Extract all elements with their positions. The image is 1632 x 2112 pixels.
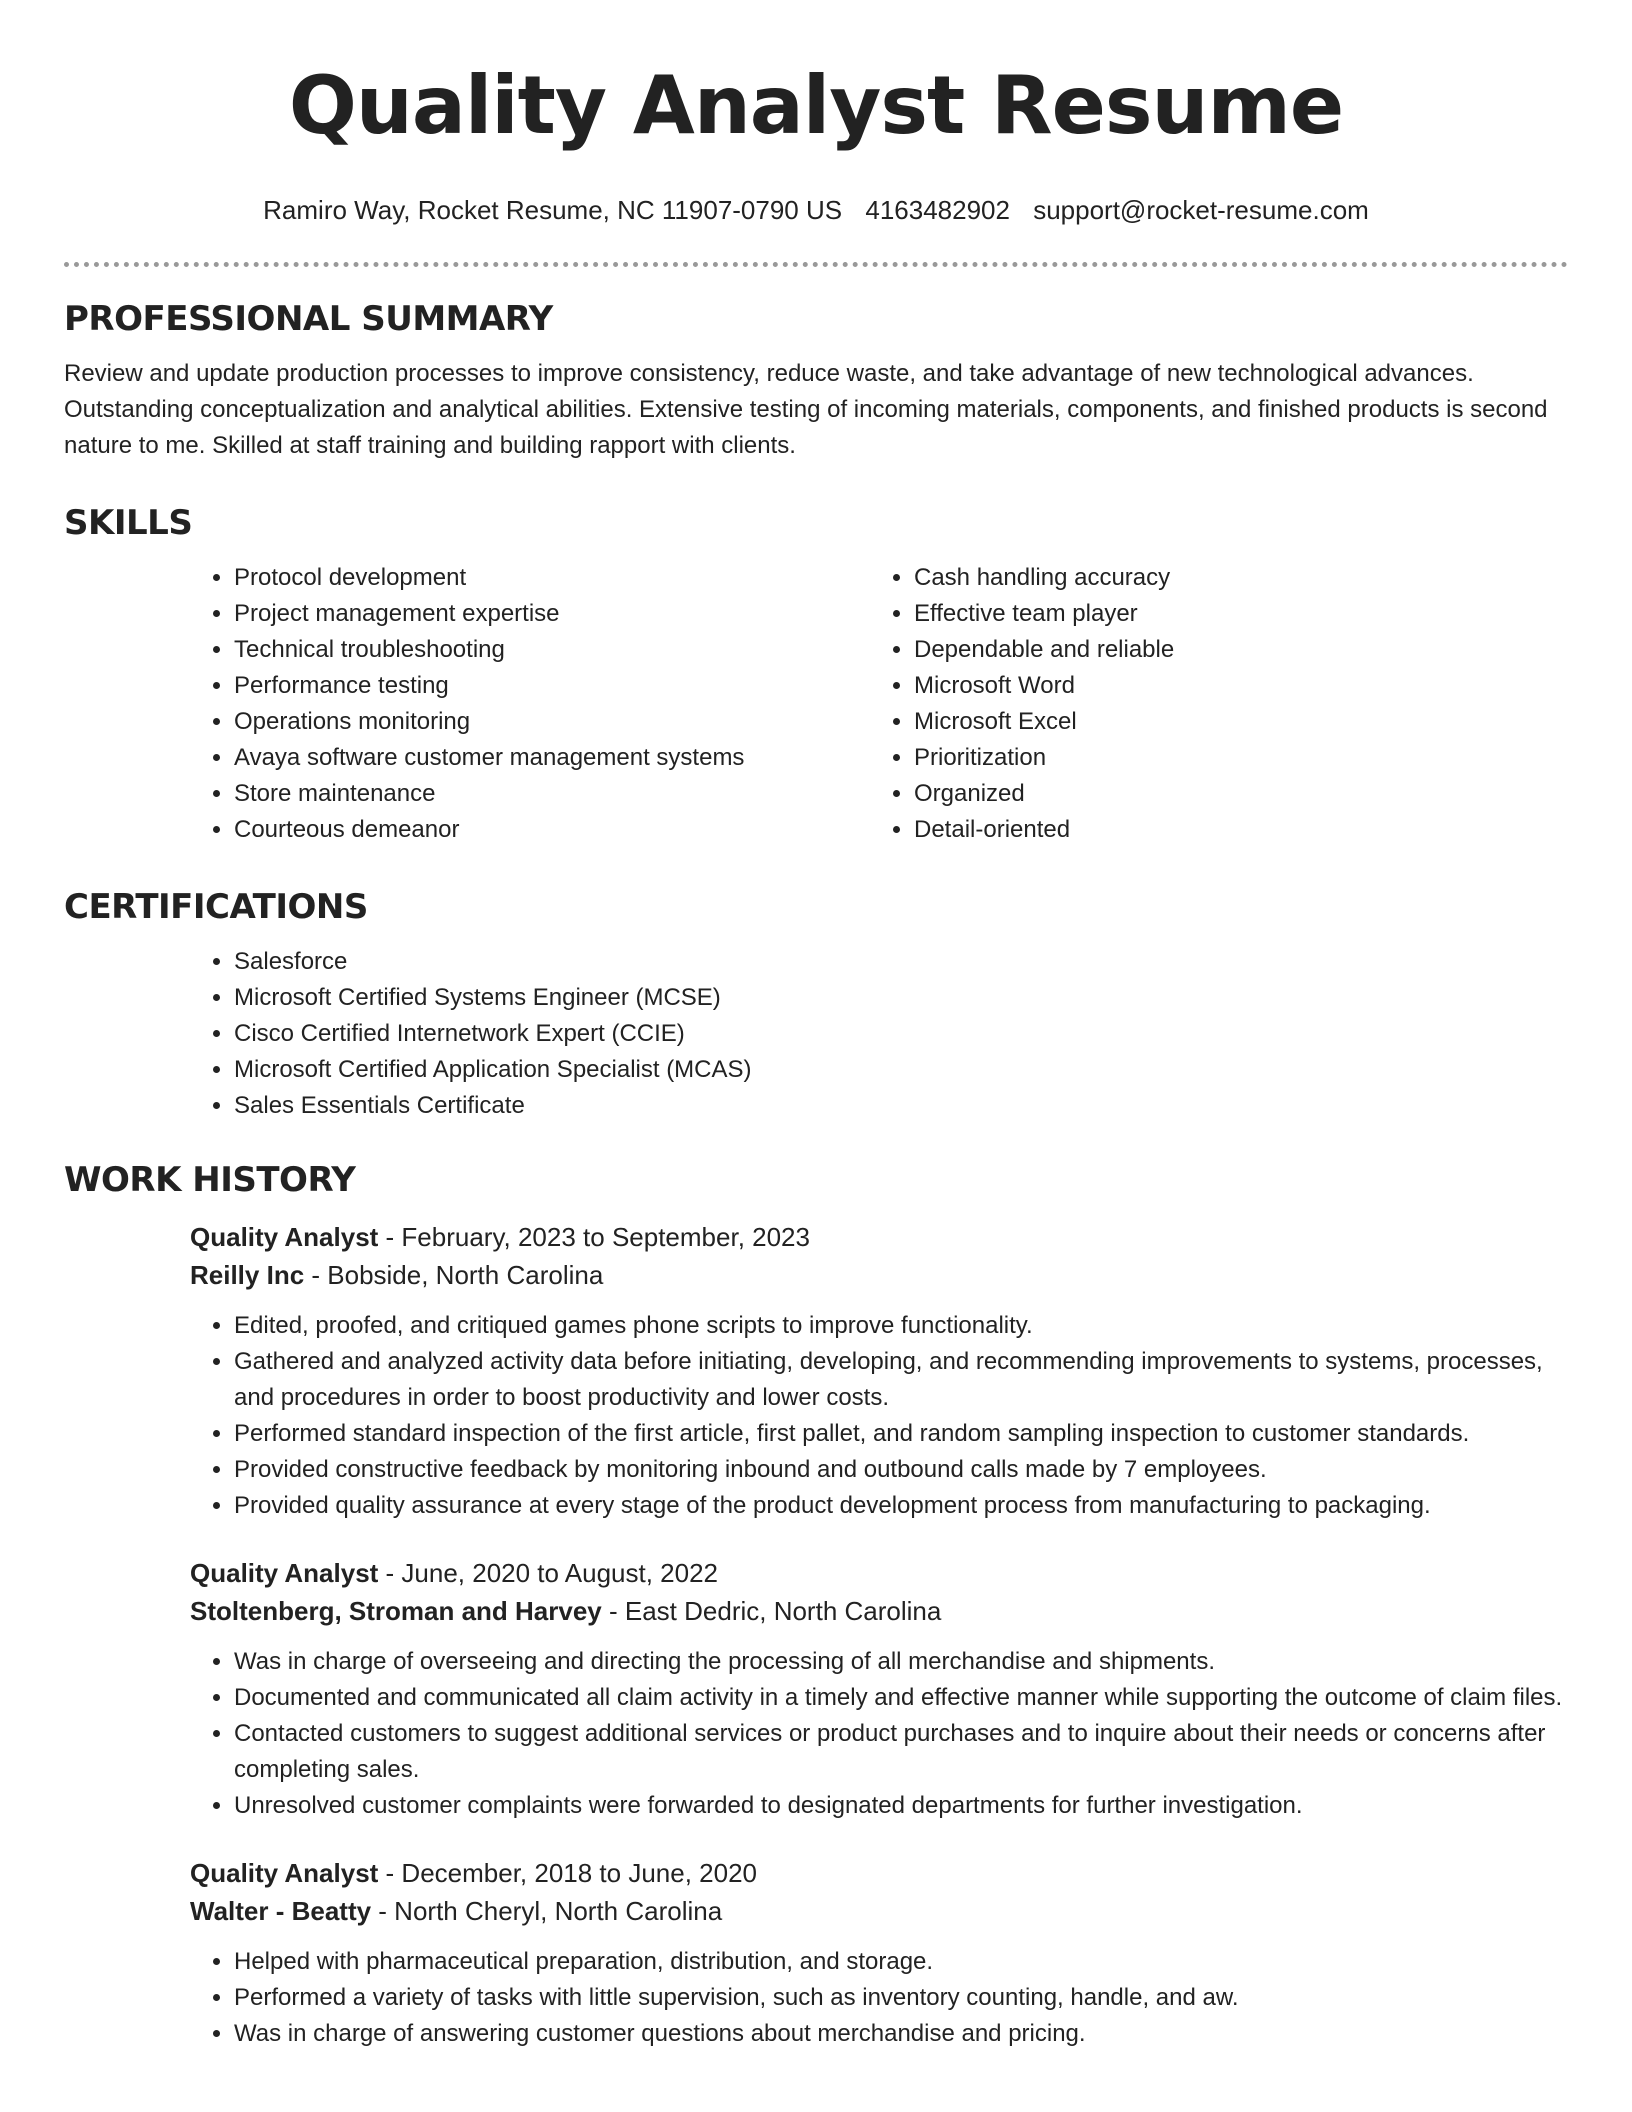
job-company-line xyxy=(190,1892,1568,1930)
job-entry xyxy=(190,1218,1568,1524)
certification-item: • Cisco Certified Internetwork Expert (CCIE) xyxy=(234,1016,1568,1052)
job-company: Walter - Beatty xyxy=(190,1896,372,1926)
job-dates: - December, 2018 to June, 2020 xyxy=(378,1858,758,1888)
summary-section xyxy=(64,297,1568,464)
job-bullet: • Contacted customers to suggest additional services or product purchases and to inquire about their needs or concerns after completing sales. xyxy=(234,1716,1568,1788)
job-bullet: • Documented and communicated all claim activity in a timely and effective manner while supporting the outcome of claim files. xyxy=(234,1680,1568,1716)
skill-item: • Courteous demeanor xyxy=(234,812,870,848)
certification-item: • Microsoft Certified Systems Engineer (MCSE) xyxy=(234,980,1568,1016)
certifications-list-wrap xyxy=(190,944,1568,1124)
contact-line xyxy=(64,194,1568,226)
job-bullet: • Performed a variety of tasks with little supervision, such as inventory counting, handle, and aw. xyxy=(234,1980,1568,2016)
job-company-line xyxy=(190,1592,1568,1630)
header-divider xyxy=(64,262,1568,267)
skill-item: • Project management expertise xyxy=(234,596,870,632)
summary-text: Review and update production processes to improve consistency, reduce waste, and take advantage of new technological advances. Outstanding conceptualization and analytical abilities. Extensive testing of incoming materials, components, and finished products is second nature to me. Skilled at staff training and building rapport with clients. xyxy=(64,360,1548,459)
job-location: - East Dedric, North Carolina xyxy=(601,1596,942,1626)
job-bullets xyxy=(190,1644,1568,1824)
job-bullet: • Helped with pharmaceutical preparation, distribution, and storage. xyxy=(234,1944,1568,1980)
skill-item: • Detail-oriented xyxy=(914,812,1550,848)
work-history-heading: WORK HISTORY xyxy=(64,1160,356,1200)
job-bullet: • Provided quality assurance at every stage of the product development process from manufacturing to packaging. xyxy=(234,1488,1568,1524)
job-title: Quality Analyst xyxy=(190,1858,379,1888)
job-bullets xyxy=(190,1944,1568,2052)
job-location: - North Cheryl, North Carolina xyxy=(371,1896,723,1926)
job-bullet: • Was in charge of answering customer questions about merchandise and pricing. xyxy=(234,2016,1568,2052)
job-bullet: • Provided constructive feedback by monitoring inbound and outbound calls made by 7 employees. xyxy=(234,1452,1568,1488)
job-bullet: • Unresolved customer complaints were forwarded to designated departments for further investigation. xyxy=(234,1788,1568,1824)
job-entry xyxy=(190,1554,1568,1824)
contact-address: Ramiro Way, Rocket Resume, NC 11907-0790 US xyxy=(263,195,843,225)
job-location: - Bobside, North Carolina xyxy=(304,1260,604,1290)
certifications-list xyxy=(190,944,1568,1124)
skill-item: • Technical troubleshooting xyxy=(234,632,870,668)
certifications-heading: CERTIFICATIONS xyxy=(64,887,368,927)
job-dates: - February, 2023 to September, 2023 xyxy=(378,1222,810,1252)
job-bullet: • Performed standard inspection of the first article, first pallet, and random sampling inspection to customer standards. xyxy=(234,1416,1568,1452)
skill-item: • Protocol development xyxy=(234,560,870,596)
job-bullet: • Was in charge of overseeing and directing the processing of all merchandise and shipments. xyxy=(234,1644,1568,1680)
job-bullets xyxy=(190,1308,1568,1524)
skills-columns xyxy=(190,560,1568,848)
certification-item: • Microsoft Certified Application Specialist (MCAS) xyxy=(234,1052,1568,1088)
job-company: Stoltenberg, Stroman and Harvey xyxy=(190,1596,602,1626)
job-title-line xyxy=(190,1218,1568,1256)
skills-column-left xyxy=(190,560,870,848)
job-title: Quality Analyst xyxy=(190,1558,379,1588)
job-entry xyxy=(190,1854,1568,2052)
certification-item: • Sales Essentials Certificate xyxy=(234,1088,1568,1124)
skill-item: • Prioritization xyxy=(914,740,1550,776)
skills-column-right xyxy=(870,560,1550,848)
contact-phone: 4163482902 xyxy=(865,195,1010,225)
job-dates: - June, 2020 to August, 2022 xyxy=(378,1558,719,1588)
skill-item: • Microsoft Excel xyxy=(914,704,1550,740)
job-title: Quality Analyst xyxy=(190,1222,379,1252)
resume-title: Quality Analyst Resume xyxy=(288,59,1344,152)
job-bullet: • Gathered and analyzed activity data before initiating, developing, and recommending improvements to systems, processes, and procedures in order to boost productivity and lower costs. xyxy=(234,1344,1568,1416)
skill-item: • Cash handling accuracy xyxy=(914,560,1550,596)
job-company-line xyxy=(190,1256,1568,1294)
job-company: Reilly Inc xyxy=(190,1260,305,1290)
skill-item: • Organized xyxy=(914,776,1550,812)
certifications-section xyxy=(64,885,1568,1124)
skill-item: • Avaya software customer management systems xyxy=(234,740,870,776)
job-title-line xyxy=(190,1854,1568,1892)
skill-item: • Performance testing xyxy=(234,668,870,704)
job-bullet: • Edited, proofed, and critiqued games phone scripts to improve functionality. xyxy=(234,1308,1568,1344)
skill-item: • Microsoft Word xyxy=(914,668,1550,704)
job-title-line xyxy=(190,1554,1568,1592)
certification-item: • Salesforce xyxy=(234,944,1568,980)
work-history-section xyxy=(64,1158,1568,2052)
summary-heading: PROFESSIONAL SUMMARY xyxy=(64,299,553,339)
skill-item: • Operations monitoring xyxy=(234,704,870,740)
skills-section xyxy=(64,501,1568,848)
resume-page xyxy=(64,0,1568,2047)
skill-item: • Store maintenance xyxy=(234,776,870,812)
skill-item: • Dependable and reliable xyxy=(914,632,1550,668)
skill-item: • Effective team player xyxy=(914,596,1550,632)
skills-heading: SKILLS xyxy=(64,503,193,543)
contact-email: support@rocket-resume.com xyxy=(1033,195,1369,225)
